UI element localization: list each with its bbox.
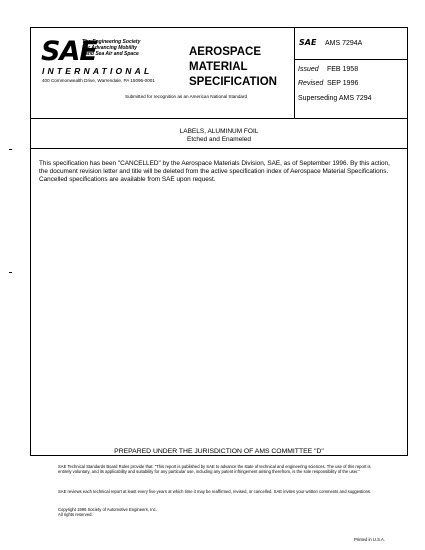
margin-mark	[9, 272, 12, 273]
margin-mark	[9, 149, 12, 150]
sae-small-logo: SAE	[299, 38, 317, 47]
document-type-line: MATERIAL	[189, 61, 248, 73]
sae-tagline-line: The Engineering Society	[82, 39, 141, 45]
revised-date: SEP 1996	[326, 80, 359, 87]
sae-address: 400 Commonwealth Drive, Warrendale, PA 15096-0001	[42, 78, 155, 83]
document-type-line: SPECIFICATION	[189, 76, 277, 88]
sae-tagline-line: For Advancing Mobility	[82, 45, 138, 51]
sae-tagline-line: Land Sea Air and Space	[82, 51, 139, 57]
cancellation-notice: This specification has been "CANCELLED" by the Aerospace Materials Division, SAE, as of September 1996. By this action, the document revision letter and title will be deleted from the active specification index of Aerospace Material Specifications. Cancelled specifications are available from SAE upon request.	[39, 160, 390, 183]
copyright-line: Copyright 1996 Society of Automotive Engineers, Inc.	[58, 507, 157, 512]
revised-label: Revised	[298, 80, 324, 87]
revision-column-divider	[294, 28, 295, 118]
copyright-notice	[58, 507, 383, 517]
subject-title: LABELS, ALUMINUM FOIL	[179, 128, 259, 135]
sae-tagline	[82, 39, 140, 57]
prepared-by-committee: PREPARED UNDER THE JURISDICTION OF AMS COMMITTEE "D"	[114, 448, 324, 455]
issued-row	[298, 66, 358, 73]
issued-label: Issued	[298, 66, 319, 73]
document-type	[189, 45, 277, 90]
revision-row-divider	[294, 59, 407, 60]
issued-date: FEB 1958	[326, 66, 359, 73]
superseding-note: Superseding AMS 7294	[298, 95, 372, 102]
printed-in: Printed in U.S.A.	[354, 537, 385, 542]
rights-line: All rights reserved.	[58, 512, 93, 517]
technical-board-notice: SAE Technical Standards Board Rules provide that: "This report is published by SAE to advance the state of technical and engineering sciences. The use of this report is entirely voluntary, and its applicability and suitability for any particular use, including any patent infringement arising therefrom, is the sole responsibility of the user."	[58, 464, 371, 474]
sae-logo	[41, 38, 176, 84]
document-subject	[31, 128, 407, 144]
review-notice: SAE reviews each technical report at least every five years at which time it may be reaffirmed, revised, or cancelled. SAE invites your written comments and suggestions.	[58, 489, 372, 494]
subject-subtitle: Etched and Enameled	[187, 136, 251, 143]
document-type-line: AEROSPACE	[189, 46, 261, 58]
ansi-submission-note: Submitted for recognition as an American National Standard	[125, 94, 248, 99]
sae-international: INTERNATIONAL	[42, 66, 153, 76]
specification-frame	[30, 27, 408, 456]
revised-row	[298, 80, 358, 87]
header-divider	[31, 118, 407, 119]
ams-document-number: AMS 7294A	[325, 40, 363, 47]
sae-logo-letters: SAE	[41, 36, 97, 67]
title-divider	[31, 148, 407, 149]
